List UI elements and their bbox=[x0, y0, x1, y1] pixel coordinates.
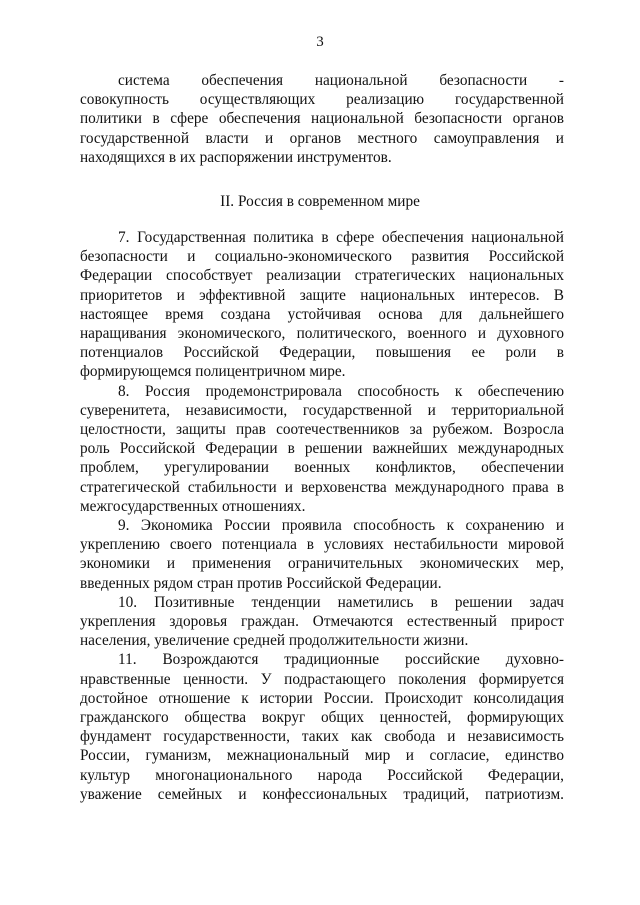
intro-line: находящихся в их распоряжении инструментов. bbox=[80, 148, 392, 166]
paragraph-line: Федерации способствует реализации стратегических национальных bbox=[80, 267, 564, 285]
paragraph-line: введенных рядом стран против Российской Федерации. bbox=[80, 574, 442, 592]
paragraph-line: межгосударственных отношениях. bbox=[80, 497, 306, 515]
paragraph-line: укреплению своего потенциала в условиях нестабильности мировой bbox=[80, 536, 564, 554]
paragraph-10 bbox=[80, 593, 564, 651]
section-heading: II. Россия в современном мире bbox=[220, 193, 420, 210]
paragraph-line: суверенитета, независимости, государственной и территориальной bbox=[80, 401, 564, 419]
paragraph-7 bbox=[80, 228, 564, 382]
paragraph-line: настоящее время создана устойчивая основа для дальнейшего bbox=[80, 305, 564, 323]
paragraph-8 bbox=[80, 382, 564, 516]
paragraph-line: безопасности и социально-экономического развития Российской bbox=[80, 248, 564, 266]
paragraph-line: нравственные ценности. У подрастающего поколения формируется bbox=[80, 670, 564, 688]
paragraph-line: приоритетов и эффективной защите национальных интересов. В bbox=[80, 286, 564, 304]
page-number: 3 bbox=[316, 34, 324, 50]
intro-line: государственной власти и органов местного самоуправления и bbox=[80, 129, 564, 147]
paragraph-line: населения, увеличение средней продолжительности жизни. bbox=[80, 632, 469, 650]
paragraph-line: 11. Возрождаются традиционные российские духовно- bbox=[118, 651, 564, 669]
paragraph-line: гражданского общества вокруг общих ценностей, формирующих bbox=[80, 709, 564, 727]
paragraph-line: 8. Россия продемонстрировала способность к обеспечению bbox=[118, 382, 564, 400]
paragraph-line: достойное отношение к истории России. Происходит консолидация bbox=[80, 689, 564, 707]
paragraph-line: целостности, защиты прав соотечественников за рубежом. Возросла bbox=[80, 421, 564, 439]
intro-definition bbox=[80, 71, 564, 167]
paragraph-line: проблем, урегулировании военных конфликтов, обеспечении bbox=[80, 459, 564, 477]
paragraph-line: наращивания экономического, политического, военного и духовного bbox=[80, 325, 564, 343]
paragraph-line: формирующемся полицентричном мире. bbox=[80, 363, 346, 381]
paragraph-line: стратегической стабильности и верховенства международного права в bbox=[80, 478, 564, 496]
paragraph-line: 10. Позитивные тенденции наметились в решении задач bbox=[118, 593, 564, 611]
intro-line: совокупность осуществляющих реализацию государственной bbox=[80, 91, 564, 109]
paragraph-line: роль Российской Федерации в решении важнейших международных bbox=[80, 440, 564, 458]
paragraph-9 bbox=[80, 516, 564, 593]
intro-line: система обеспечения национальной безопасности - bbox=[118, 72, 564, 89]
paragraph-line: России, гуманизм, межнациональный мир и согласие, единство bbox=[80, 747, 564, 765]
paragraph-line: культур многонационального народа Российской Федерации, bbox=[80, 766, 564, 784]
paragraph-11 bbox=[80, 650, 564, 804]
paragraph-line: потенциалов Российской Федерации, повышения ее роли в bbox=[80, 344, 564, 362]
intro-line: политики в сфере обеспечения национальной безопасности органов bbox=[80, 110, 564, 128]
paragraph-line: укрепления здоровья граждан. Отмечаются естественный прирост bbox=[80, 613, 564, 631]
paragraph-line: 7. Государственная политика в сфере обеспечения национальной bbox=[118, 229, 564, 246]
section-body bbox=[80, 228, 564, 804]
paragraph-line: 9. Экономика России проявила способность к сохранению и bbox=[118, 517, 564, 535]
paragraph-line: экономики и применения ограничительных экономических мер, bbox=[80, 555, 564, 573]
paragraph-line: уважение семейных и конфессиональных традиций, патриотизм. bbox=[80, 785, 564, 803]
paragraph-line: фундамент государственности, таких как свобода и независимость bbox=[80, 728, 564, 746]
